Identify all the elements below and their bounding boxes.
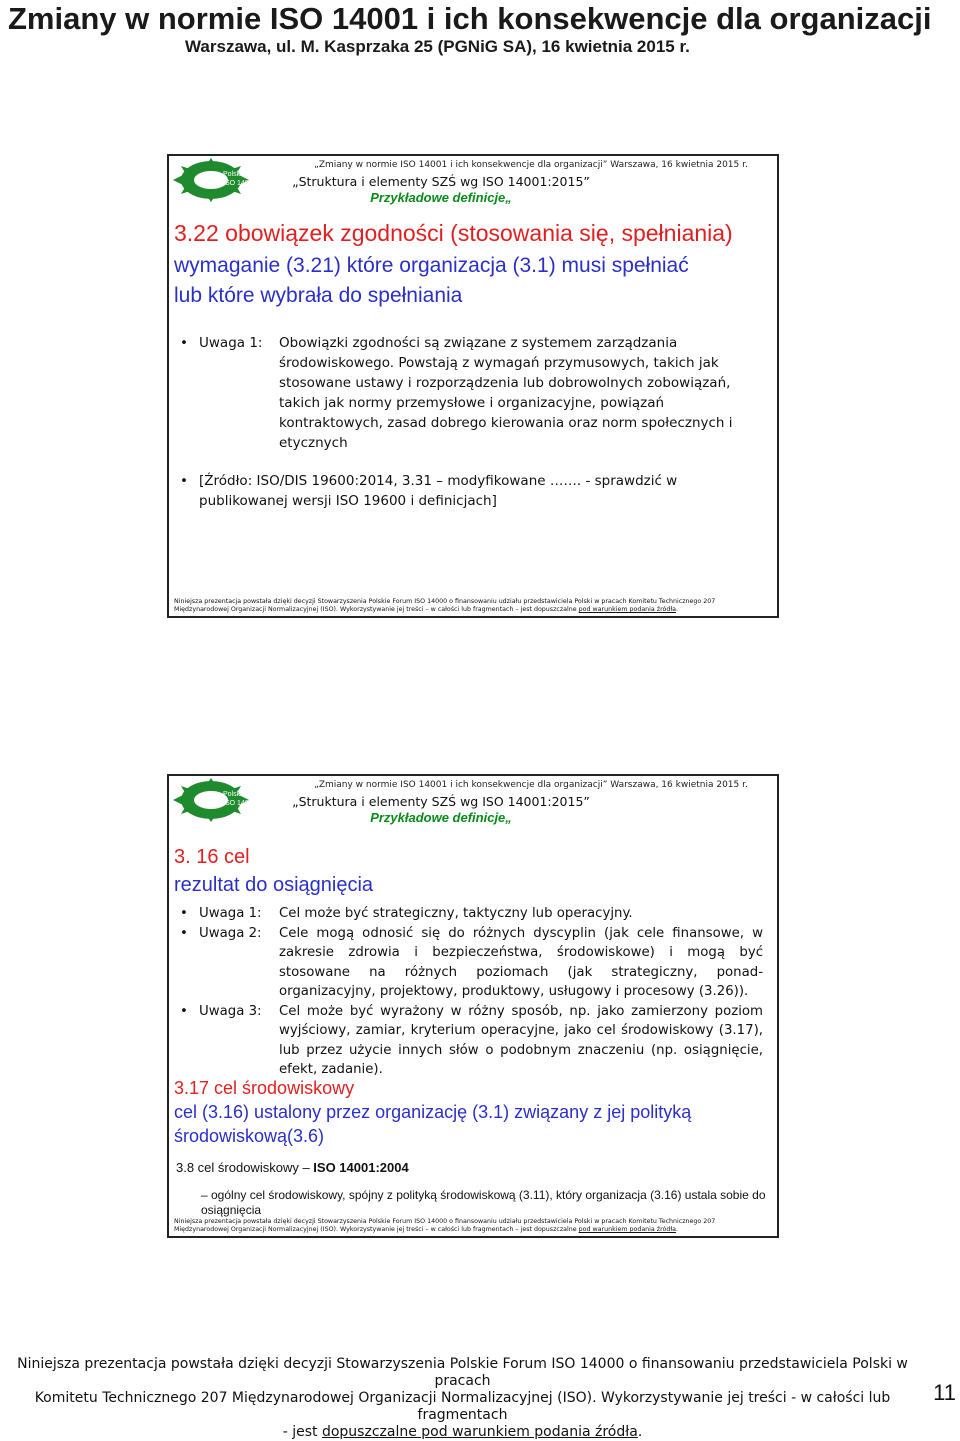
term-definition-line: cel (3.16) ustalony przez organizację (3.1) związany z jej polityką	[174, 1102, 692, 1122]
term-heading: 3. 16 cel	[174, 846, 250, 868]
slide-footer: Niniejsza prezentacja powstała dzięki decyzji Stowarzyszenia Polskie Forum ISO 14000 o finansowaniu udziału przedstawiciela Polski w pracach Komitetu Technicznego 207 Międzynarodowej Organizacji Normalizacyjnej (ISO). Wykorzystywanie jej treści – w całości lub fragmentach – jest dopuszczalne pod warunkiem podania źródła.	[174, 1218, 716, 1233]
source-text: • [Źródło: ISO/DIS 19600:2014, 3.31 – modyfikowane ……. - sprawdzić w publikowanej wersji ISO 19600 i definicjach]	[199, 473, 678, 509]
note-text: Obowiązki zgodności są związane z systemem zarządzania środowiskowego. Powstają z wymagań przymusowych, takich jak stosowane ustawy i rozporządzenia lub dobrowolnych zobowiązań, takich jak normy przemysłowe i organizacyjne, powiązań kontraktowych, zasad dobrego kierowania oraz norm społecznych i etycznych	[279, 335, 733, 451]
note-item	[177, 471, 757, 511]
note-label: • Uwaga 1:	[199, 906, 262, 921]
slide-header-section: Przykładowe definicje„	[370, 190, 512, 205]
svg-text:Polskie Forum: Polskie Forum	[223, 791, 268, 798]
notes-list	[177, 904, 763, 1080]
previous-definition-text: – ogólny cel środowiskowy, spójny z polityką środowiskową (3.11), który organizacja (3.16) ustala sobie do osiągnięcia	[201, 1188, 766, 1217]
slide-header-event: „Zmiany w normie ISO 14001 i ich konsekwencje dla organizacji” Warszawa, 16 kwietnia 2015 r.	[314, 160, 748, 170]
slide-header-section: Przykładowe definicje„	[370, 810, 512, 825]
note-item	[177, 1002, 763, 1080]
note-label: • Uwaga 3:	[199, 1003, 262, 1019]
source-condition-link: pod warunkiem podania źródła	[578, 606, 677, 613]
note-item	[177, 333, 757, 453]
note-item	[177, 924, 763, 1002]
notes-list	[177, 333, 757, 511]
note-item	[177, 904, 763, 924]
note-label: • Uwaga 1:	[199, 335, 263, 351]
note-text: Cel może być wyrażony w różny sposób, np. jako zamierzony poziom wyjściowy, zamiar, kryterium operacyjne, jako cel środowiskowy (3.17), lub przez użycie innych słów o podobnym znaczeniu (np. osiągnięcie, efekt, zadanie).	[279, 1003, 763, 1077]
polskie-forum-leaf-logo-icon	[171, 158, 289, 202]
slide-header-topic: „Struktura i elementy SZŚ wg ISO 14001:2015”	[292, 794, 590, 809]
term-definition-line: wymaganie (3.21) które organizacja (3.1) musi spełniać	[174, 254, 689, 277]
standard-reference: ISO 14001:2004	[313, 1160, 409, 1175]
svg-text:ISO 14000: ISO 14000	[223, 180, 257, 187]
term-definition-line: rezultat do osiągnięcia	[174, 874, 374, 896]
document-subtitle: Warszawa, ul. M. Kasprzaka 25 (PGNiG SA), 16 kwietnia 2015 r.	[185, 37, 690, 56]
term-definition-line: lub które wybrała do spełniania	[174, 284, 463, 307]
term-heading: 3.17 cel środowiskowy	[174, 1078, 355, 1098]
note-text: Cel może być strategiczny, taktyczny lub operacyjny.	[279, 906, 633, 921]
previous-definition-heading: 3.8 cel środowiskowy – ISO 14001:2004	[176, 1160, 409, 1175]
note-text: Cele mogą odnosić się do różnych dyscyplin (jak cele finansowe, w zakresie zdrowia i bezpieczeństwa, środowiskowe) i mogą być stosowane na różnych poziomach (jak strategiczny, ponad-organizacyjny, projektowy, produktowy, usługowy i procesowy (3.26)).	[279, 925, 763, 999]
svg-text:ISO 14000: ISO 14000	[223, 800, 257, 807]
document-title: Zmiany w normie ISO 14001 i ich konsekwencje dla organizacji	[8, 1, 932, 36]
slide-1	[167, 154, 779, 618]
source-condition-link: pod warunkiem podania źródła	[578, 1226, 677, 1233]
slide-footer: Niniejsza prezentacja powstała dzięki decyzji Stowarzyszenia Polskie Forum ISO 14000 o finansowaniu udziału przedstawiciela Polski w pracach Komitetu Technicznego 207 Międzynarodowej Organizacji Normalizacyjnej (ISO). Wykorzystywanie jej treści – w całości lub fragmentach – jest dopuszczalne pod warunkiem podania źródła.	[174, 598, 716, 613]
term-definition-line: środowiskową(3.6)	[174, 1126, 325, 1146]
slide-header-event: „Zmiany w normie ISO 14001 i ich konsekwencje dla organizacji” Warszawa, 16 kwietnia 2015 r.	[314, 780, 748, 790]
page-number: 11	[933, 1380, 956, 1405]
svg-text:Polskie Forum: Polskie Forum	[223, 171, 268, 178]
note-label: • Uwaga 2:	[199, 925, 262, 941]
polskie-forum-leaf-logo-icon	[171, 778, 289, 822]
term-heading: 3.22 obowiązek zgodności (stosowania się, spełniania)	[174, 220, 733, 246]
page-footer: Niniejsza prezentacja powstała dzięki decyzji Stowarzyszenia Polskie Forum ISO 14000 o finansowaniu przedstawiciela Polski w pracach Komitetu Technicznego 207 Międzynarodowej Organizacji Normalizacyjnej (ISO). Wykorzystywanie jej treści - w całości lub fragmentach - jest dopuszczalne pod warunkiem podania źródła.	[17, 1356, 908, 1440]
slide-header-topic: „Struktura i elementy SZŚ wg ISO 14001:2015”	[292, 174, 590, 189]
slide-2	[167, 774, 779, 1238]
source-condition-link: dopuszczalne pod warunkiem podania źródła	[321, 1424, 638, 1440]
